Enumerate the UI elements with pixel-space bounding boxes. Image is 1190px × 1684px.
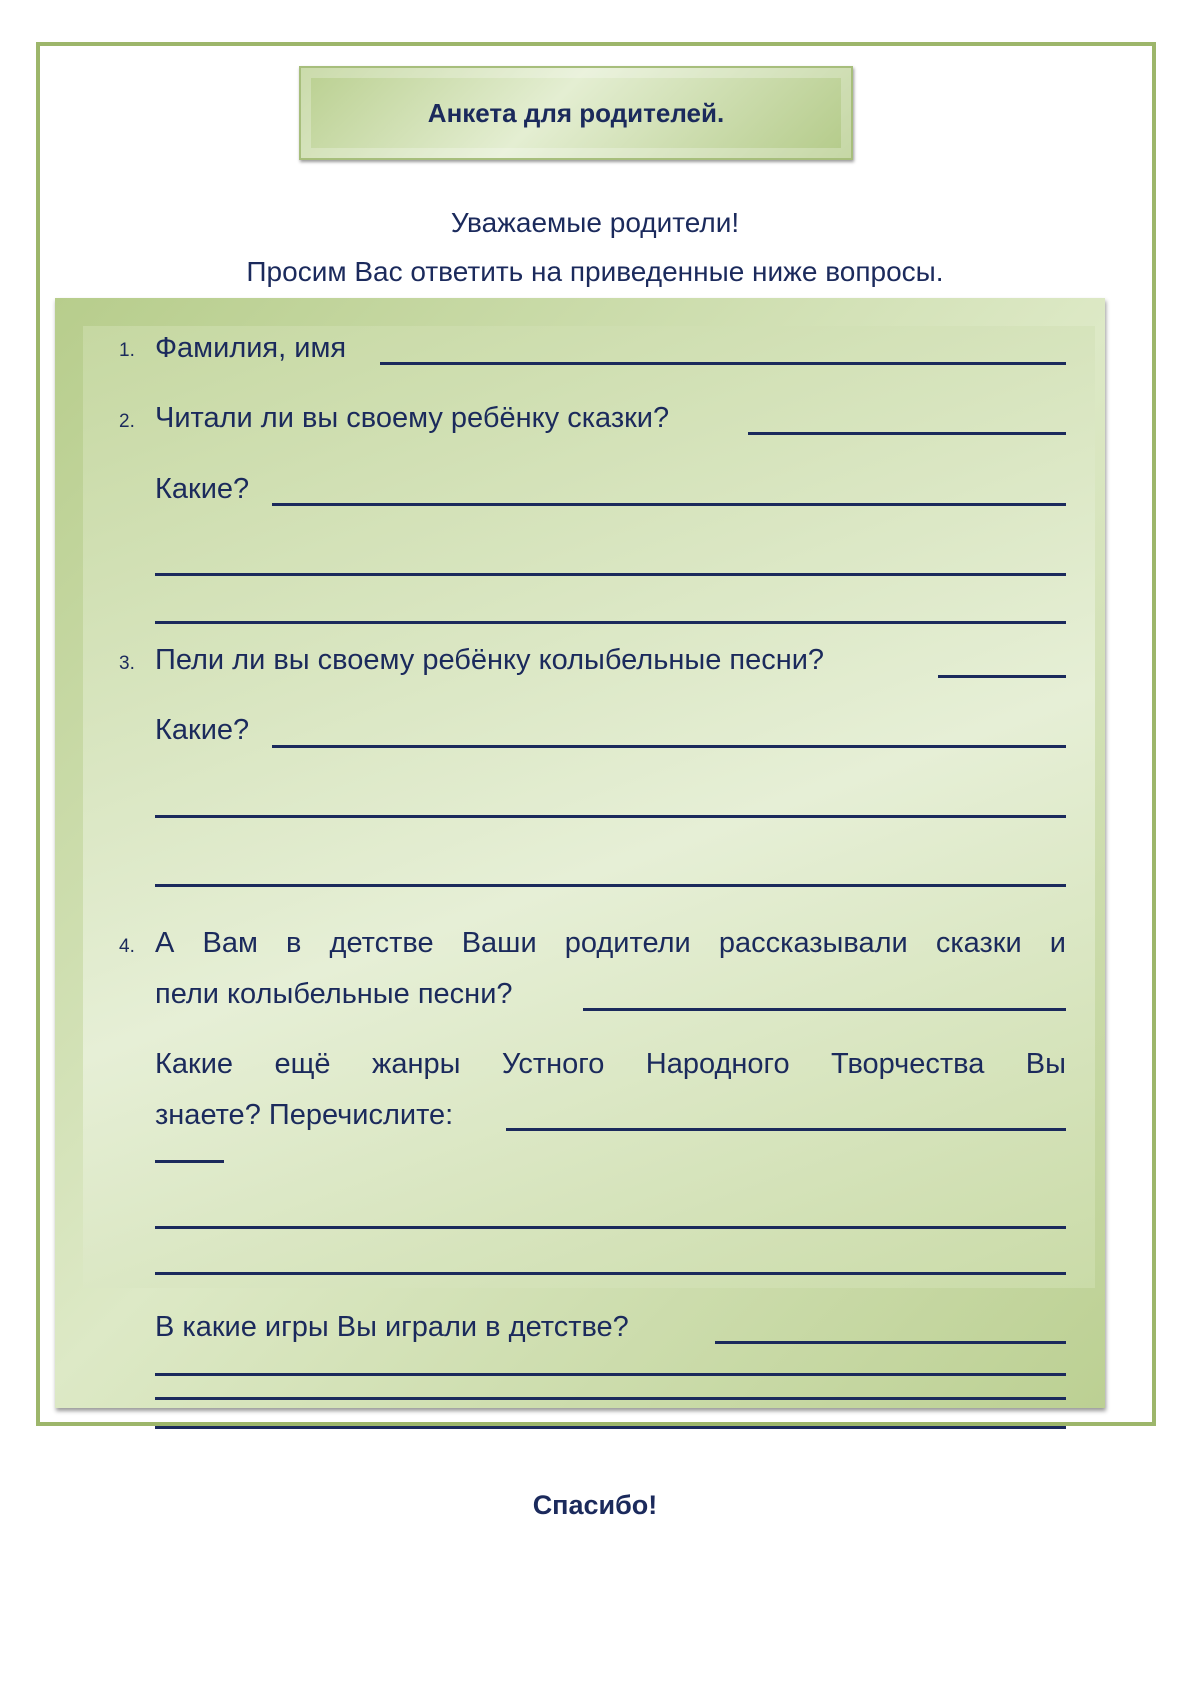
question-4-line2: пели колыбельные песни? — [155, 978, 513, 1010]
answer-line-genres[interactable] — [506, 1128, 1066, 1131]
greeting: Уважаемые родители! — [450, 207, 740, 238]
question-1-label: Фамилия, имя — [155, 332, 347, 364]
answer-line[interactable] — [155, 815, 1066, 818]
page-title: Анкета для родителей. — [427, 97, 725, 128]
answer-line-q3[interactable] — [938, 675, 1066, 678]
answer-line[interactable] — [155, 1426, 1066, 1429]
question-2-followup: Какие? — [155, 473, 250, 505]
question-3-followup: Какие? — [155, 714, 250, 746]
answer-line[interactable] — [155, 1397, 1066, 1400]
thanks-text: Спасибо! — [532, 1490, 658, 1520]
question-number: 1. — [119, 340, 135, 361]
answer-line[interactable] — [155, 573, 1066, 576]
genres-line1: Какие ещё жанры Устного Народного Творчества Вы — [155, 1048, 1066, 1080]
questions-panel — [55, 298, 1105, 1408]
answer-line-q4[interactable] — [583, 1008, 1066, 1011]
answer-line-surname[interactable] — [380, 362, 1066, 365]
question-4-line1: А Вам в детстве Ваши родители рассказывали сказки и — [155, 927, 1066, 959]
games-question: В какие игры Вы играли в детстве? — [155, 1311, 629, 1343]
question-number: 2. — [119, 411, 135, 432]
answer-line-games[interactable] — [715, 1341, 1066, 1344]
question-number: 3. — [119, 653, 135, 674]
answer-line-q2-which[interactable] — [272, 503, 1066, 506]
genres-line2: знаете? Перечислите: — [155, 1099, 454, 1131]
answer-line[interactable] — [155, 1272, 1066, 1275]
request-text: Просим Вас ответить на приведенные ниже вопросы. — [246, 256, 944, 287]
answer-line[interactable] — [155, 884, 1066, 887]
question-2-label: Читали ли вы своему ребёнку сказки? — [155, 402, 670, 434]
answer-line-q3-which[interactable] — [272, 745, 1066, 748]
answer-line[interactable] — [155, 1160, 224, 1163]
answer-line[interactable] — [155, 1373, 1066, 1376]
title-box — [299, 66, 853, 160]
question-number: 4. — [119, 936, 135, 957]
answer-line[interactable] — [155, 1226, 1066, 1229]
answer-line[interactable] — [155, 621, 1066, 624]
answer-line-q2[interactable] — [748, 432, 1066, 435]
question-3-label: Пели ли вы своему ребёнку колыбельные песни? — [155, 644, 825, 676]
